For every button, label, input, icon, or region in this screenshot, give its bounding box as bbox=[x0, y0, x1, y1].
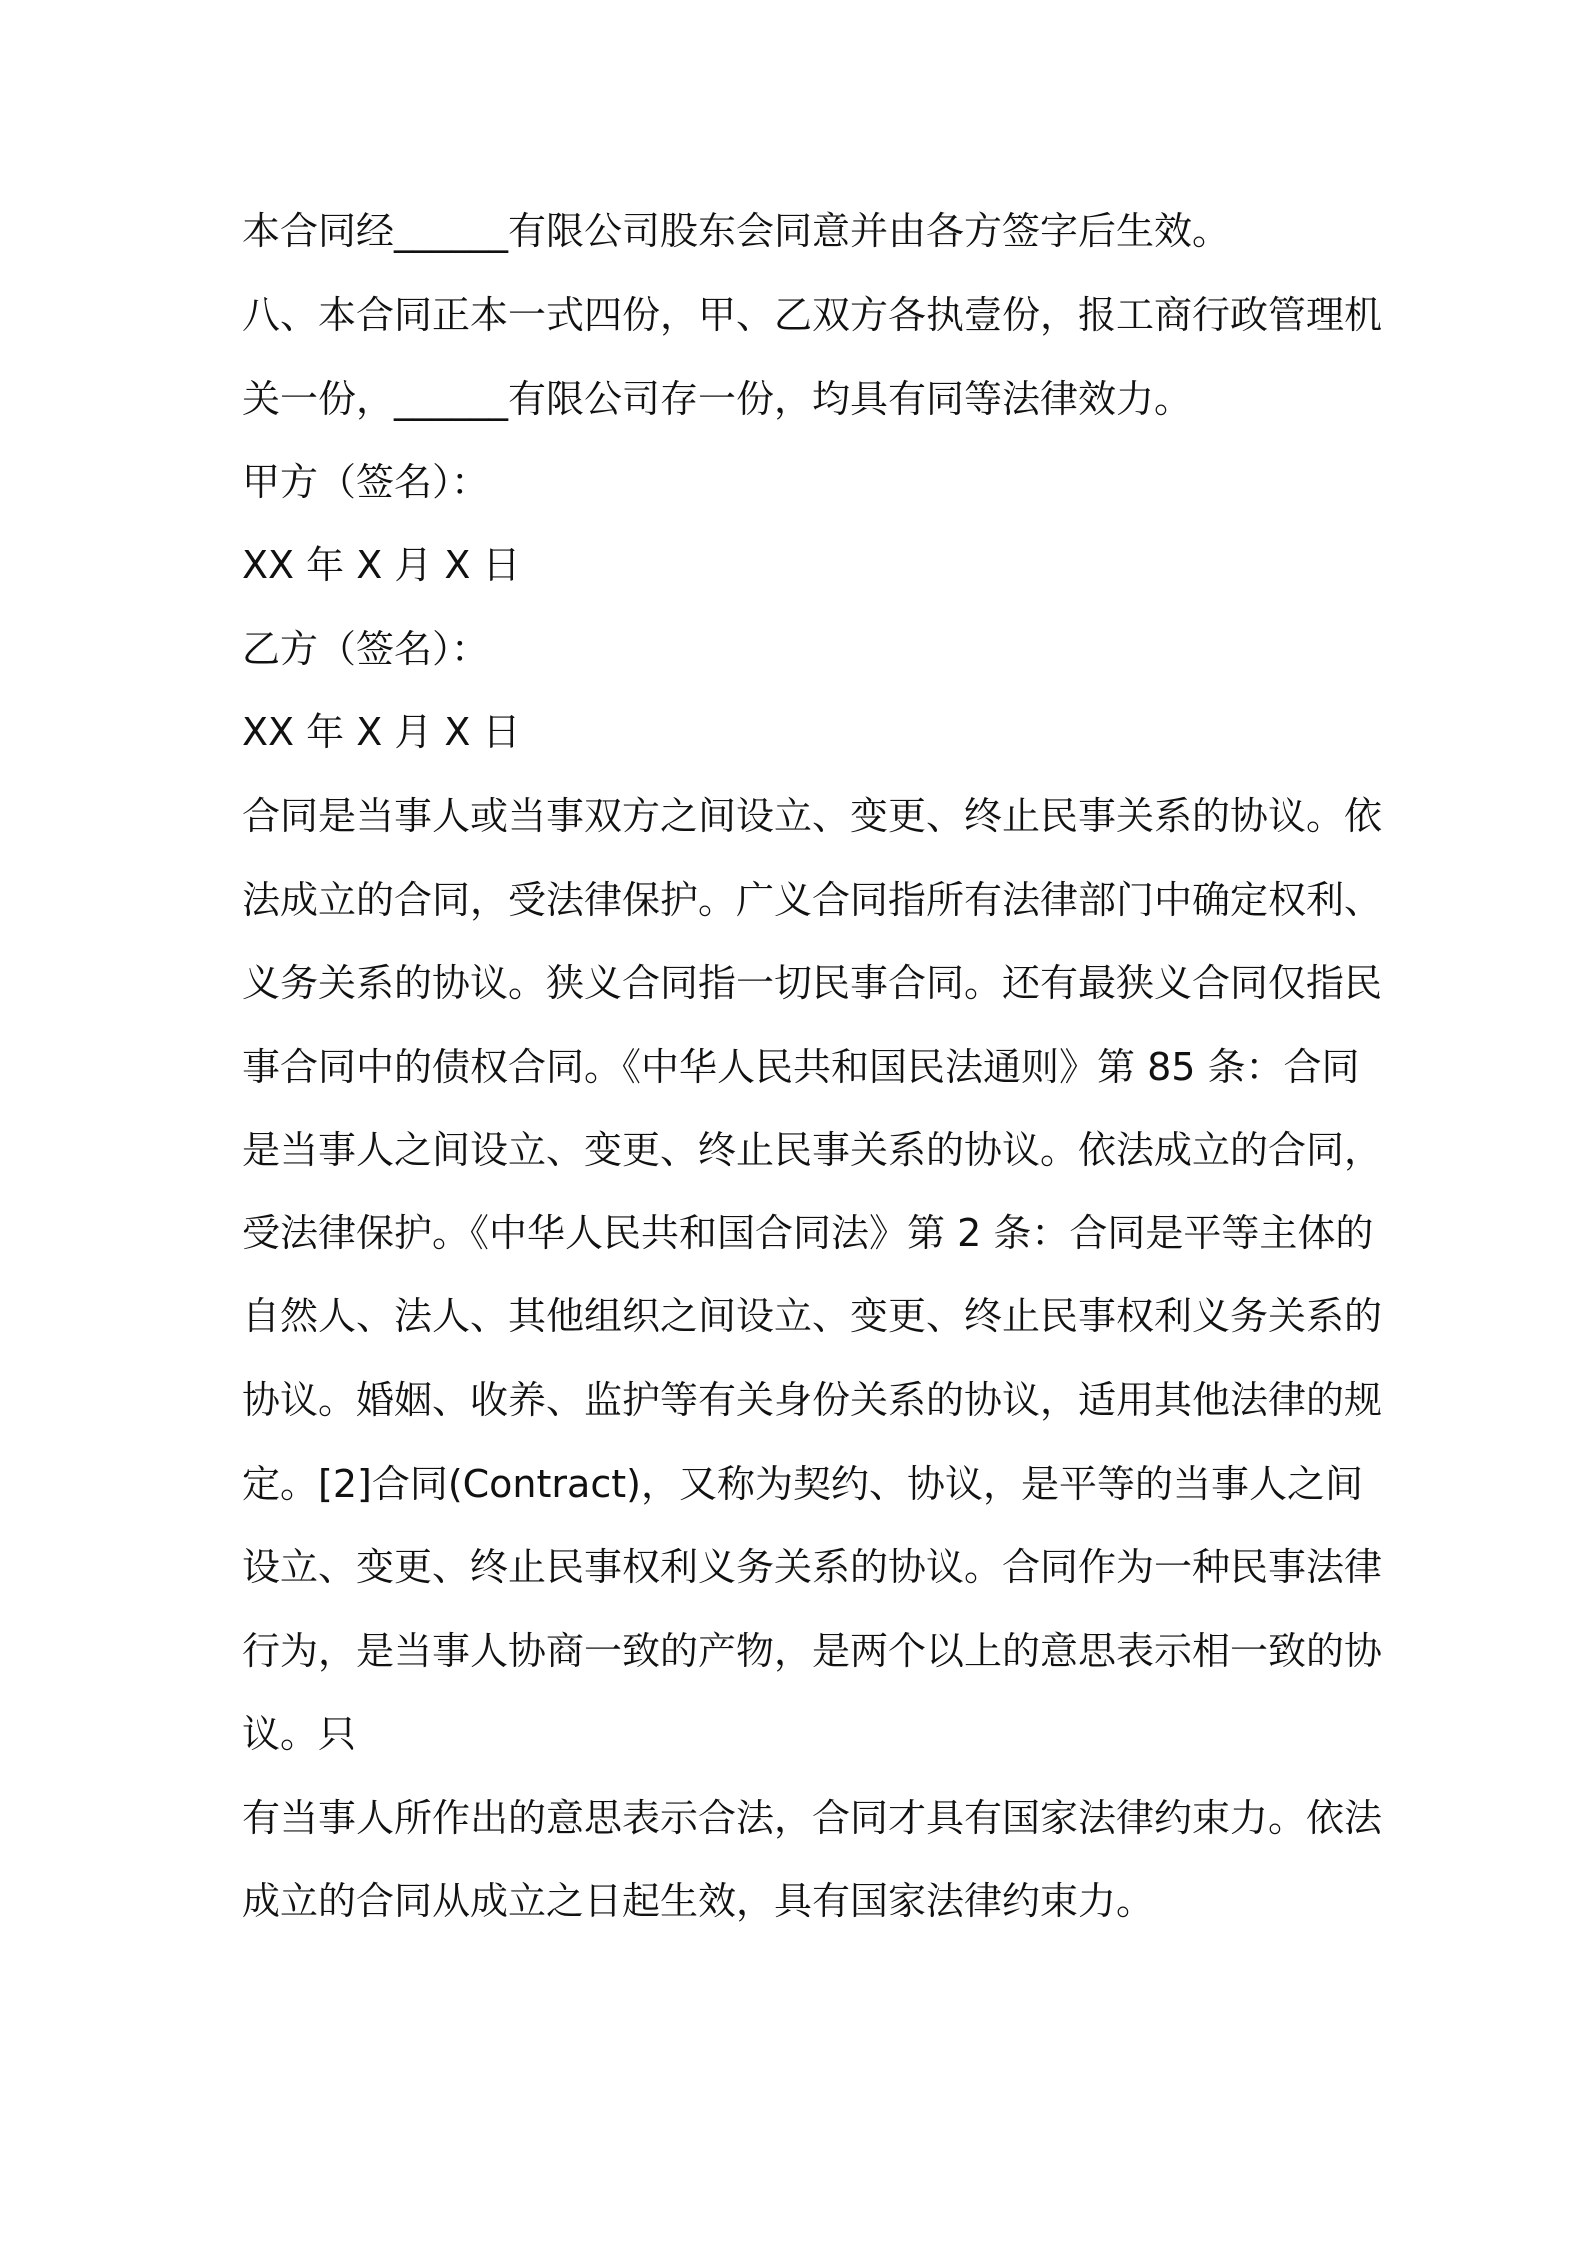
contract-definition-line-10: 设立、变更、终止民事权利义务关系的协议。合同作为一种民事法律 bbox=[242, 1545, 1383, 1589]
party-a-signature-label: 甲方（签名）： bbox=[242, 460, 490, 504]
contract-definition-line-12: 议。只 bbox=[242, 1712, 357, 1756]
party-b-signature-label: 乙方（签名）： bbox=[242, 627, 490, 671]
paragraph-line-copies-clause-1: 八、本合同正本一式四份，甲、乙双方各执壹份，报工商行政管理机 bbox=[242, 293, 1383, 337]
contract-definition-line-2: 法成立的合同，受法律保护。广义合同指所有法律部门中确定权利、 bbox=[242, 878, 1383, 922]
party-a-date: XX 年 X 月 X 日 bbox=[242, 543, 521, 587]
contract-definition-line-6: 受法律保护。《中华人民共和国合同法》第 2 条：合同是平等主体的 bbox=[242, 1211, 1374, 1255]
contract-definition-line-5: 是当事人之间设立、变更、终止民事关系的协议。依法成立的合同， bbox=[242, 1128, 1383, 1172]
contract-definition-line-11: 行为，是当事人协商一致的产物，是两个以上的意思表示相一致的协 bbox=[242, 1629, 1383, 1673]
contract-definition-line-4: 事合同中的债权合同。《中华人民共和国民法通则》第 85 条：合同 bbox=[242, 1045, 1360, 1089]
contract-definition-line-3: 义务关系的协议。狭义合同指一切民事合同。还有最狭义合同仅指民 bbox=[242, 961, 1383, 1005]
contract-definition-line-13: 有当事人所作出的意思表示合法，合同才具有国家法律约束力。依法 bbox=[242, 1796, 1383, 1840]
contract-definition-line-1: 合同是当事人或当事双方之间设立、变更、终止民事关系的协议。依 bbox=[242, 794, 1383, 838]
contract-definition-line-7: 自然人、法人、其他组织之间设立、变更、终止民事权利义务关系的 bbox=[242, 1294, 1383, 1338]
paragraph-line-copies-clause-2: 关一份，______有限公司存一份，均具有同等法律效力。 bbox=[242, 377, 1193, 421]
contract-definition-line-14: 成立的合同从成立之日起生效，具有国家法律约束力。 bbox=[242, 1879, 1155, 1923]
contract-definition-line-8: 协议。婚姻、收养、监护等有关身份关系的协议，适用其他法律的规 bbox=[242, 1378, 1383, 1422]
party-b-date: XX 年 X 月 X 日 bbox=[242, 710, 521, 754]
paragraph-line-effective-clause: 本合同经______有限公司股东会同意并由各方签字后生效。 bbox=[242, 209, 1231, 253]
contract-definition-line-9: 定。[2]合同(Contract)，又称为契约、协议，是平等的当事人之间 bbox=[242, 1462, 1363, 1506]
